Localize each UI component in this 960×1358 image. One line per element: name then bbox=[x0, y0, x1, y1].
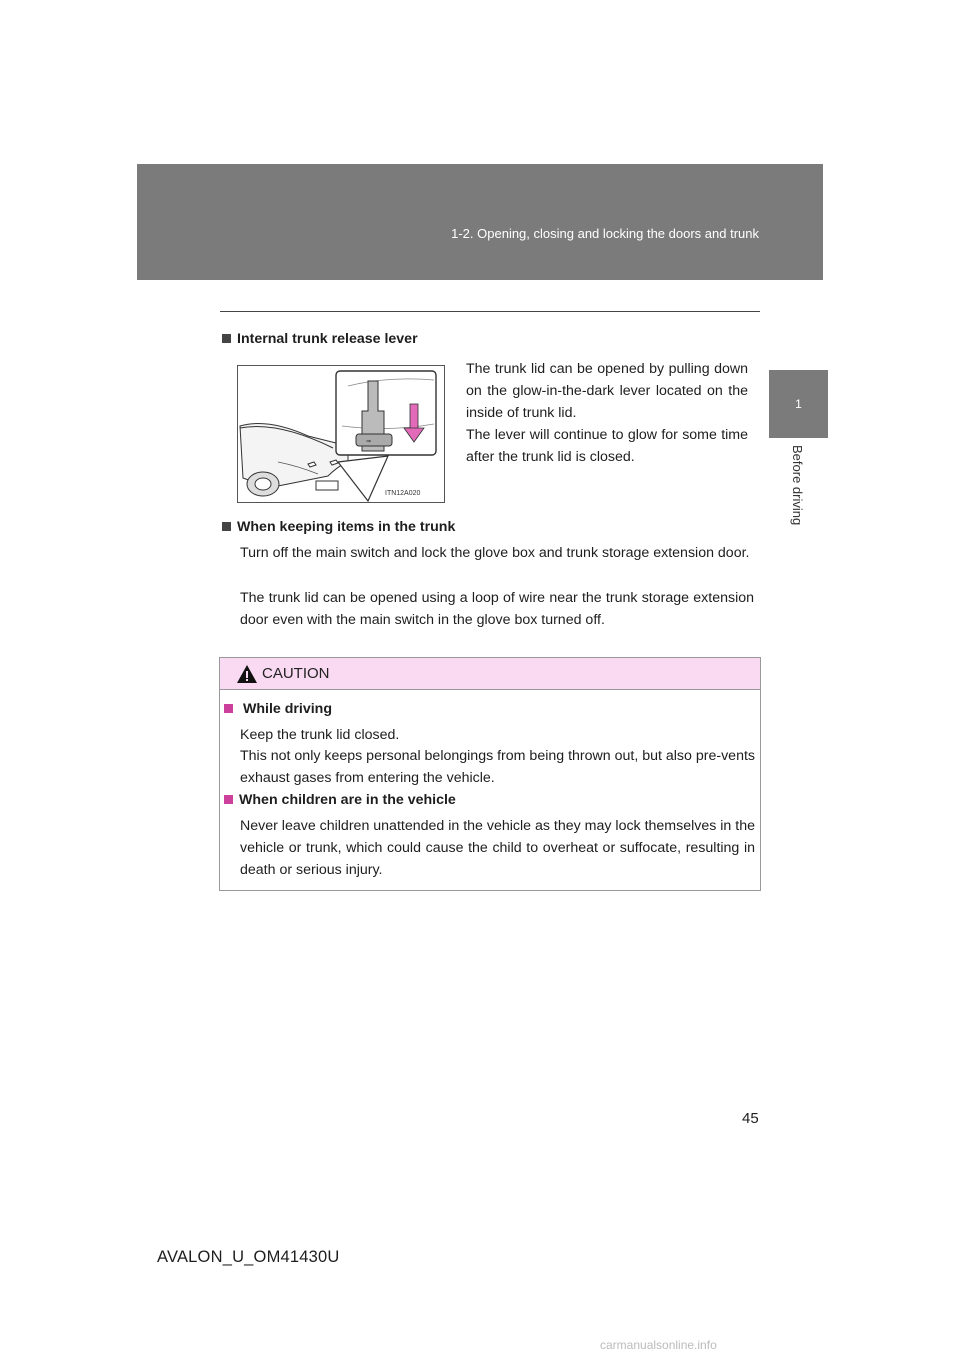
keeping-heading-text: When keeping items in the trunk bbox=[237, 519, 456, 535]
square-bullet-icon bbox=[222, 334, 231, 343]
caution-header bbox=[220, 658, 760, 690]
keeping-heading bbox=[222, 516, 455, 538]
figure-code: ITN12A020 bbox=[385, 490, 421, 497]
lever-heading-text: Internal trunk release lever bbox=[237, 331, 418, 347]
square-bullet-icon bbox=[224, 704, 233, 713]
caution-item1-line1: Keep the trunk lid closed. bbox=[240, 727, 400, 743]
square-bullet-icon bbox=[224, 795, 233, 804]
square-bullet-icon bbox=[222, 522, 231, 531]
lever-paragraph-1: The trunk lid can be opened by pulling down on the glow-in-the-dark lever located on the inside of trunk lid. bbox=[466, 361, 748, 421]
caution-item2-heading-text: When children are in the vehicle bbox=[239, 792, 456, 808]
chapter-label-text: Before driving bbox=[790, 445, 805, 526]
trunk-lever-illustration bbox=[238, 366, 444, 502]
section-title: 1-2. Opening, closing and locking the doors and trunk bbox=[451, 226, 759, 241]
caution-item1-heading-text: While driving bbox=[242, 701, 333, 717]
top-rule bbox=[220, 311, 760, 312]
keeping-paragraph-2: The trunk lid can be opened using a loop of wire near the trunk storage extension door even with the main switch in the glove box turned off. bbox=[240, 590, 754, 628]
caution-item1-line2: This not only keeps personal belongings from being thrown out, but also pre-vents exhaust gases from entering the vehicle. bbox=[240, 748, 755, 786]
chapter-tab bbox=[769, 370, 828, 438]
caution-title: CAUTION bbox=[262, 665, 330, 682]
lever-heading bbox=[222, 328, 418, 350]
caution-item2-heading bbox=[224, 789, 456, 811]
lever-paragraph-2: The lever will continue to glow for some time after the trunk lid is closed. bbox=[466, 427, 748, 465]
model-code: AVALON_U_OM41430U bbox=[157, 1248, 340, 1266]
trunk-lever-figure bbox=[237, 365, 445, 503]
page-number: 45 bbox=[742, 1110, 759, 1127]
header-band bbox=[137, 164, 823, 280]
chapter-number: 1 bbox=[795, 397, 802, 411]
caution-item1-heading bbox=[224, 698, 332, 720]
caution-item2-text: Never leave children unattended in the vehicle as they may lock themselves in the vehicle or trunk, which could cause the child to overheat or suffocate, resulting in death or serious injury. bbox=[240, 818, 755, 878]
watermark: carmanualsonline.info bbox=[600, 1338, 717, 1352]
chapter-label bbox=[768, 445, 828, 575]
caution-box bbox=[219, 657, 761, 891]
warning-icon bbox=[236, 664, 258, 684]
keeping-paragraph-1: Turn off the main switch and lock the glove box and trunk storage extension door. bbox=[240, 545, 750, 561]
svg-text:⇒: ⇒ bbox=[366, 439, 372, 445]
